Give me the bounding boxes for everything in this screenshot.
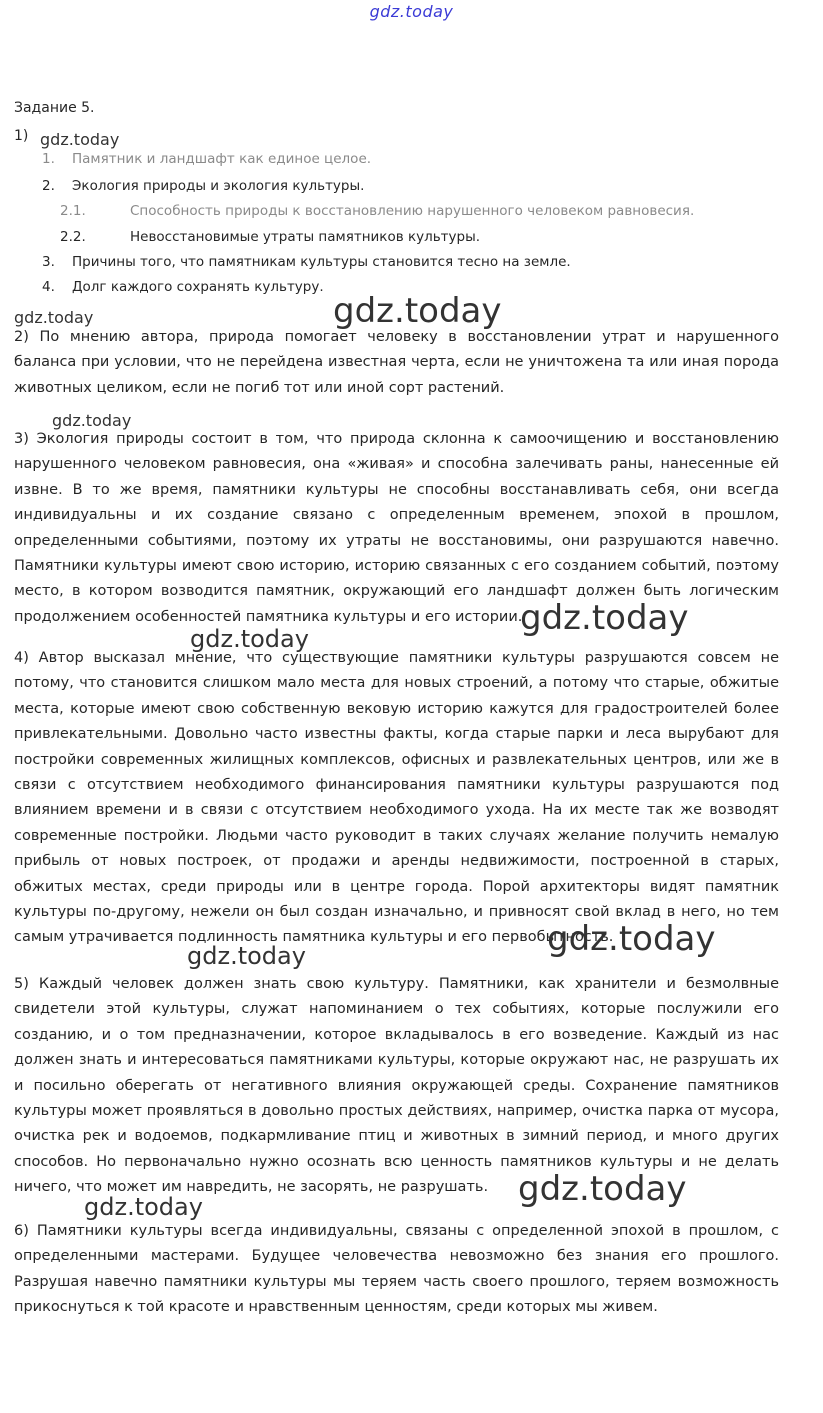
watermark-text: gdz.today xyxy=(190,625,309,653)
watermark-text: gdz.today xyxy=(84,1193,203,1221)
answer-paragraph-3: 3) Экология природы состоит в том, что природа склонна к самоочищению и восстановлению нарушенного человеком равновесия, она «живая» и способна залечивать раны, нанесенные ей извне. В то же время, памятники культуры не способны восстанавливать себя, они всегда индивидуальны и их создание связано с определенным временем, эпохой в прошлом, определенными событиями, поэтому их утраты не восстановимы, они разрушаются навечно. Памятники культуры имеют свою историю, историю связанных с его созданием событий, поэтому место, в котором возводится памятник, окружающий его ландшафт должен быть логическим продолжением особенностей памятника культуры и его истории. xyxy=(14,431,779,625)
answer-paragraph-6: 6) Памятники культуры всегда индивидуальны, связаны с определенной эпохой в прошлом, с определенными мастерами. Будущее человечества невозможно без знания его прошлого. Разрушая навечно памятники культуры мы теряем часть своего прошлого, теряем возможность прикоснуться к той красоте и нравственным ценностям, среди которых мы живем. xyxy=(14,1223,779,1316)
task-title: Задание 5. xyxy=(14,100,95,116)
watermark-text: gdz.today xyxy=(333,291,502,331)
watermark-text: gdz.today xyxy=(547,919,716,959)
answer-paragraph-4: 4) Автор высказал мнение, что существующие памятники культуры разрушаются совсем не потому, что становится слишком мало места для новых строений, а потому что старые, обжитые места, которые имеют свою собственную вековую историю кажутся для градостроителей более привлекательными. Довольно часто известны факты, когда старые парки и леса вырубают для постройки современных жилищных комплексов, офисных и развлекательных центров, или же в связи с отсутствием необходимого финансирования памятники культуры разрушаются под влиянием времени и в связи с отсутствием необходимого ухода. На их месте так же возводят современные постройки. Людьми часто руководит в таких случаях желание получить немалую прибыль от новых построек, от продажи и аренды недвижимости, построенной в старых, обжитых местах, среди природы или в центре города. Порой архитекторы видят памятник культуры по-другому, нежели он был создан изначально, и привносят свой вклад в него, но тем самым утрачивается подлинность памятника культуры и его первобытность. xyxy=(14,650,779,946)
watermark-text: gdz.today xyxy=(40,130,120,149)
answer-paragraph-5: 5) Каждый человек должен знать свою культуру. Памятники, как хранители и безмолвные свидетели этой культуры, служат напоминанием о тех событиях, которые послужили его созданию, и о том предназначении, которое вкладывалось в его возведение. Каждый из нас должен знать и интересоваться памятниками культуры, которые окружают нас, не разрушать их и посильно оберегать от негативного влияния окружающей среды. Сохранение памятников культуры может проявляться в довольно простых действиях, например, очистка парка от мусора, очистка рек и водоемов, подкармливание птиц и животных в зимний период, и много других способов. Но первоначально нужно осознать всю ценность памятников культуры и не делать ничего, что может им навредить, не засорять, не разрушать. xyxy=(14,976,779,1196)
watermark-text: gdz.today xyxy=(52,411,132,430)
watermark-text: gdz.today xyxy=(518,1169,687,1209)
watermark-text: gdz.today xyxy=(187,942,306,970)
answer-paragraph-2: 2) По мнению автора, природа помогает человеку в восстановлении утрат и нарушенного баланса при условии, что не перейдена известная черта, если не уничтожена та или иная порода животных целиком, если не погиб тот или иной сорт растений. xyxy=(14,329,779,396)
watermark-text: gdz.today xyxy=(520,598,689,638)
header-watermark: gdz.today xyxy=(369,2,454,21)
watermark-text: gdz.today xyxy=(14,308,94,327)
part1-label: 1) xyxy=(14,128,29,144)
